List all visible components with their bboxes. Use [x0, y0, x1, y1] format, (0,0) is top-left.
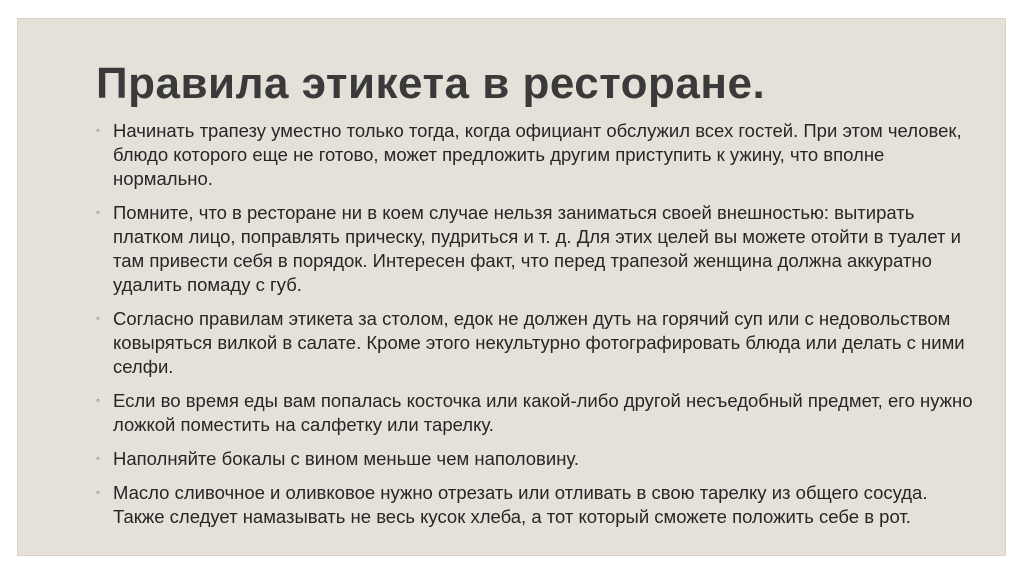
slide [18, 19, 1005, 555]
bullet-text: Начинать трапезу уместно только тогда, когда официант обслужил всех гостей. При этом человек, блюдо которого еще не готово, может предложить другим приступить к ужину, что вполне нормально. [113, 120, 962, 189]
bullet-text: Масло сливочное и оливковое нужно отрезать или отливать в свою тарелку из общего сосуда. Также следует намазывать не весь кусок хлеба, а тот который сможете положить себе в рот. [113, 482, 928, 527]
bullet-marker-icon: ◦ [96, 207, 100, 219]
bullet-text: Согласно правилам этикета за столом, едок не должен дуть на горячий суп или с недовольством ковыряться вилкой в салате. Кроме этого некультурно фотографировать блюда или делать с ними селфи. [113, 308, 965, 377]
bullet-item [96, 481, 976, 529]
slide-title: Правила этикета в ресторане. [96, 59, 766, 108]
bullet-item [96, 389, 976, 437]
bullet-text: Помните, что в ресторане ни в коем случае нельзя заниматься своей внешностью: вытирать платком лицо, поправлять прическу, пудриться и т. д. Для этих целей вы можете отойти в туалет и там привести себя в порядок. Интересен факт, что перед трапезой женщина должна аккуратно удалить помаду с губ. [113, 202, 961, 295]
bullet-marker-icon: ◦ [96, 313, 100, 325]
bullet-item [96, 119, 976, 191]
bullet-text: Наполняйте бокалы с вином меньше чем наполовину. [113, 448, 579, 469]
bullet-item [96, 201, 976, 297]
bullet-list [96, 119, 976, 539]
bullet-item [96, 447, 976, 471]
bullet-marker-icon: ◦ [96, 395, 100, 407]
bullet-marker-icon: ◦ [96, 125, 100, 137]
bullet-text: Если во время еды вам попалась косточка или какой-либо другой несъедобный предмет, его нужно ложкой поместить на салфетку или тарелку. [113, 390, 973, 435]
bullet-marker-icon: ◦ [96, 453, 100, 465]
bullet-marker-icon: ◦ [96, 487, 100, 499]
bullet-item [96, 307, 976, 379]
